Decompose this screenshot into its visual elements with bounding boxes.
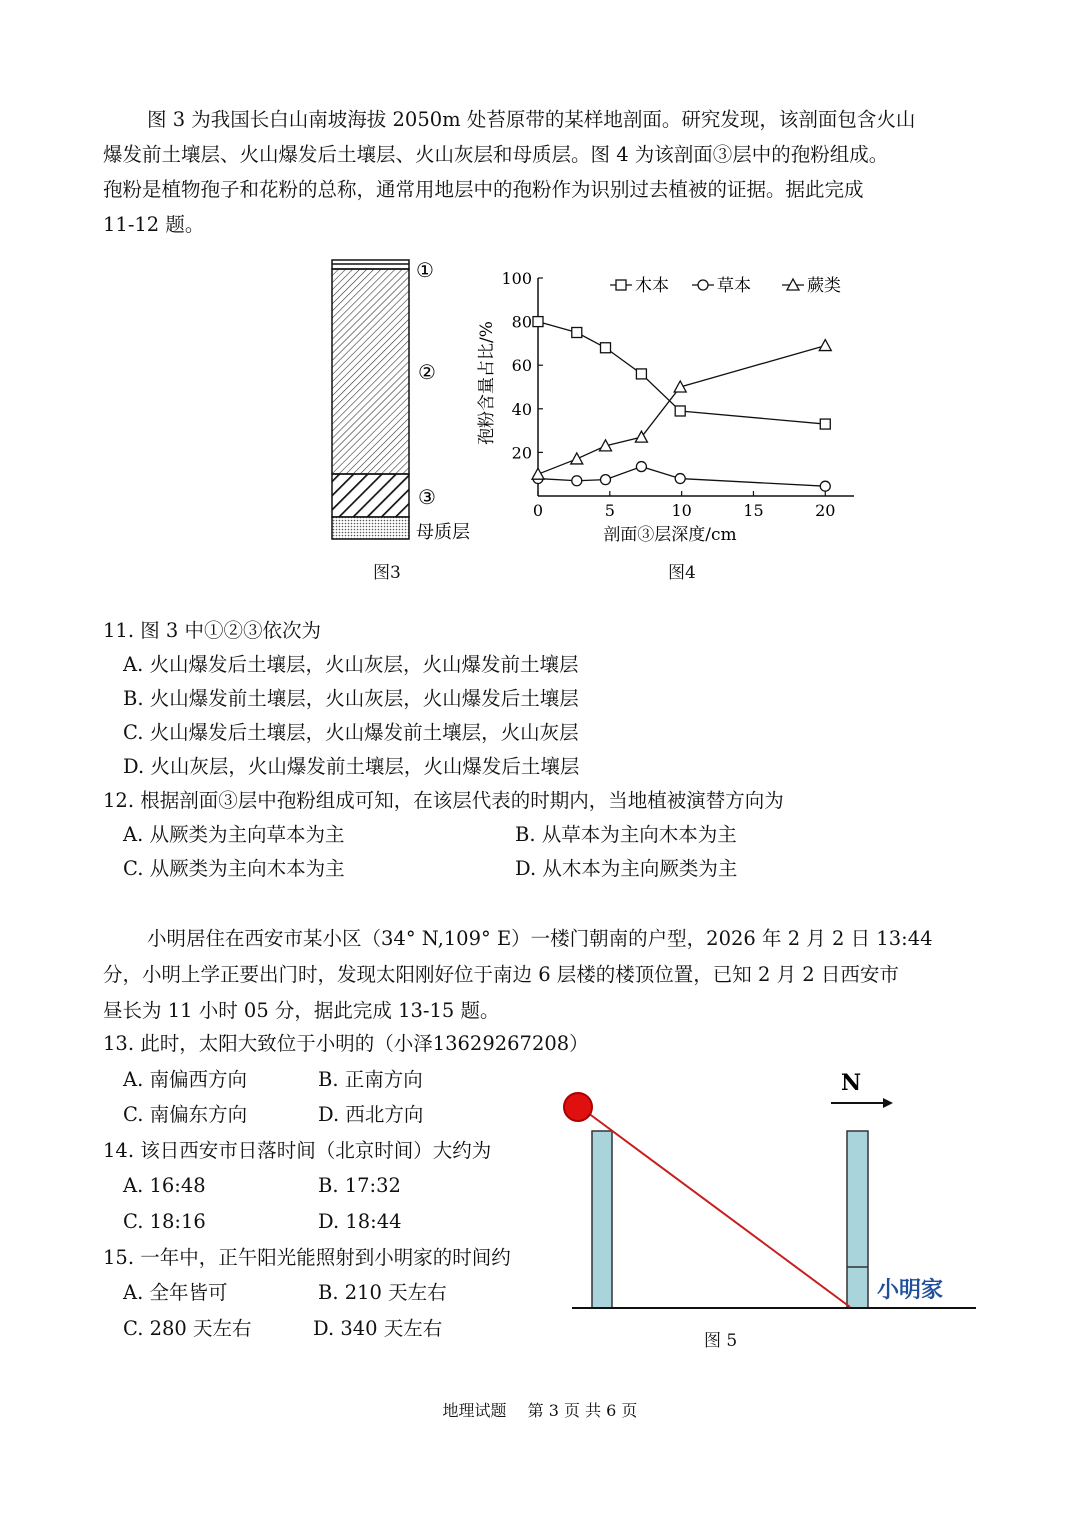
home-building [847,1131,868,1308]
chart-legend [610,276,841,296]
label-parent-material: 母质层 [416,522,470,543]
sun-ray [580,1107,850,1307]
y-tick-label: 100 [501,269,532,288]
text-line: 图 3 为我国长白山南坡海拔 2050m 处苔原带的某样地剖面。研究发现，该剖面包含火山 [147,108,916,131]
figure-5-diagram [555,1065,985,1325]
x-tick-label: 15 [743,501,764,520]
data-point-square [572,328,582,338]
data-point-square [636,369,646,379]
question-15-option-c: C. 280 天左右 [123,1317,252,1340]
x-axis-label: 剖面③层深度/cm [603,525,737,545]
question-15-option-a: A. 全年皆可 [123,1281,228,1304]
north-arrowhead-icon [883,1098,893,1108]
figure-4-caption: 图4 [668,563,696,583]
question-13-option-c: C. 南偏东方向 [123,1103,248,1126]
question-13-option-b: B. 正南方向 [318,1068,423,1091]
question-15-option-d: D. 340 天左右 [313,1317,443,1340]
data-point-triangle [635,431,647,442]
data-point-square [601,343,611,353]
south-building [592,1131,612,1308]
question-14-option-a: A. 16:48 [123,1174,206,1197]
home-label: 小明家 [877,1277,944,1303]
figure-5-caption: 图 5 [704,1331,738,1351]
layer-2 [332,269,409,474]
intro-paragraph-1 [103,102,978,242]
question-11-option-d: D. 火山灰层，火山爆发前土壤层，火山爆发后土壤层 [123,755,580,778]
figure-4-chart [470,258,870,550]
question-14-stem: 14. 该日西安市日落时间（北京时间）大约为 [103,1139,492,1162]
legend-label: 蕨类 [807,276,841,296]
text-line: 爆发前土壤层、火山爆发后土壤层、火山灰层和母质层。图 4 为该剖面③层中的孢粉组成。 [103,143,889,166]
x-tick-label: 10 [671,501,692,520]
label-layer-2: ② [418,360,436,384]
question-14-option-d: D. 18:44 [318,1210,402,1233]
y-tick-label: 20 [511,443,532,463]
text-line: 分，小明上学正要出门时，发现太阳刚好位于南边 6 层楼的楼顶位置，已知 2 月 2 日西安市 [103,963,899,986]
question-12-option-b: B. 从草本为主向木本为主 [515,823,737,846]
data-point-circle [698,280,708,290]
label-layer-1: ① [416,258,434,282]
question-15-stem: 15. 一年中，正午阳光能照射到小明家的时间约 [103,1246,511,1269]
data-point-triangle [674,381,686,392]
question-12-option-a: A. 从厥类为主向草本为主 [123,823,345,846]
question-14-option-c: C. 18:16 [123,1210,206,1233]
question-13-option-a: A. 南偏西方向 [123,1068,247,1091]
y-tick-label: 60 [511,356,532,376]
question-11-option-c: C. 火山爆发后土壤层，火山爆发前土壤层，火山灰层 [123,721,579,744]
question-11-option-b: B. 火山爆发前土壤层，火山灰层，火山爆发后土壤层 [123,687,579,710]
text-line: 孢粉是植物孢子和花粉的总称，通常用地层中的孢粉作为识别过去植被的证据。据此完成 [103,178,864,201]
data-point-square [675,406,685,416]
question-11-option-a: A. 火山爆发后土壤层，火山灰层，火山爆发前土壤层 [123,653,579,676]
question-12-option-c: C. 从厥类为主向木本为主 [123,857,345,880]
sun-icon [564,1093,592,1121]
legend-label: 木本 [635,276,669,296]
data-point-square [616,280,626,290]
text-line: 昼长为 11 小时 05 分，据此完成 13-15 题。 [103,999,500,1022]
legend-label: 草本 [717,276,751,296]
x-tick-label: 0 [532,501,544,520]
north-label: N [841,1070,862,1096]
intro-paragraph-2 [103,921,978,1029]
y-axis-label: 孢粉含量占比/% [477,321,497,445]
question-15-option-b: B. 210 天左右 [318,1281,447,1304]
y-tick-label: 80 [511,312,532,332]
question-12-option-d: D. 从木本为主向厥类为主 [515,857,738,880]
data-point-circle [601,475,611,485]
question-11-stem: 11. 图 3 中①②③依次为 [103,619,322,642]
layer-3 [332,474,409,517]
data-point-square [820,419,830,429]
data-point-triangle [819,340,831,351]
label-layer-3: ③ [418,485,436,509]
data-point-triangle [571,453,583,464]
parent-material-layer [332,517,409,539]
data-point-triangle [532,468,544,479]
data-point-circle [820,481,830,491]
x-tick-label: 5 [604,501,615,520]
chart-series [532,317,831,492]
page-footer: 地理试题 第 3 页 共 6 页 [442,1401,638,1420]
question-12-stem: 12. 根据剖面③层中孢粉组成可知，在该层代表的时期内，当地植被演替方向为 [103,789,784,812]
figure-3-caption: 图3 [373,563,401,583]
text-line: 小明居住在西安市某小区（34° N,109° E）一楼门朝南的户型，2026 年 2 月 2 日 13:44 [147,927,933,950]
x-tick-label: 20 [815,501,836,520]
text-line: 11-12 题。 [103,213,205,236]
figure-3-soil-profile [320,252,490,547]
y-tick-label: 40 [511,399,532,419]
data-point-circle [636,462,646,472]
question-13-option-d: D. 西北方向 [318,1103,424,1126]
question-13-stem: 13. 此时，太阳大致位于小明的（小泽13629267208） [103,1032,589,1055]
question-14-option-b: B. 17:32 [318,1174,401,1197]
data-point-circle [675,474,685,484]
data-point-square [533,317,543,327]
data-point-circle [572,476,582,486]
